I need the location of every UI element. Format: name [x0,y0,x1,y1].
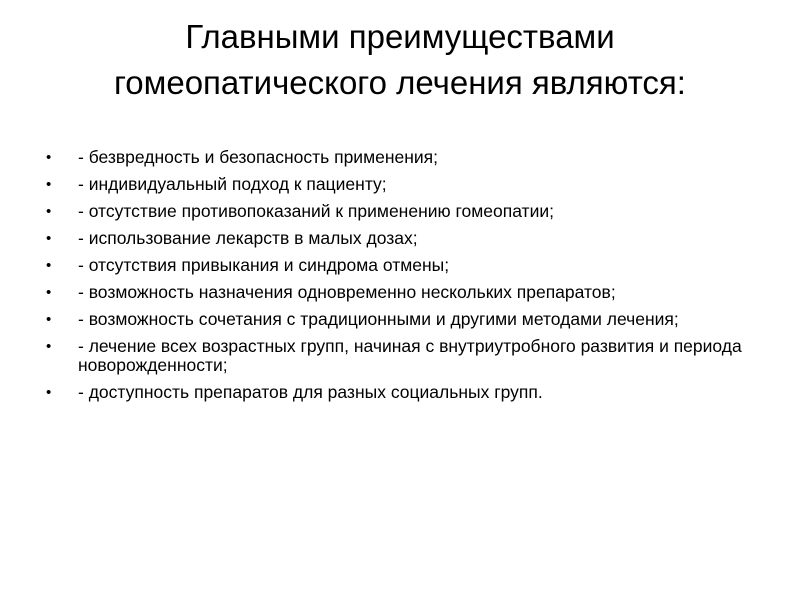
list-item-text: - возможность назначения одновременно нескольких препаратов; [78,282,616,302]
list-item [42,229,762,248]
list-item [42,283,762,302]
bullet-icon: • [46,149,52,166]
bullet-icon: • [46,230,52,247]
list-item-text: - индивидуальный подход к пациенту; [78,174,387,194]
bullet-icon: • [46,311,52,328]
bullet-icon: • [46,176,52,193]
bullet-icon: • [46,384,52,401]
list-item [42,148,762,167]
list-item-text: - безвредность и безопасность применения; [78,147,439,167]
list-item [42,202,762,221]
list-item [42,337,762,375]
list-item-text: - возможность сочетания с традиционными и другими методами лечения; [78,309,679,329]
list-item [42,383,762,402]
list-item-text: - использование лекарств в малых дозах; [78,228,418,248]
list-item [42,175,762,194]
advantages-list [42,148,762,410]
bullet-icon: • [46,203,52,220]
bullet-icon: • [46,338,52,355]
slide-title [60,14,740,106]
list-item-text: - доступность препаратов для разных социальных групп. [78,382,543,402]
list-item [42,256,762,275]
list-item-text: - отсутствие противопоказаний к применению гомеопатии; [78,201,554,221]
slide-title-line-1: Главными преимуществами [185,18,615,55]
list-item [42,310,762,329]
list-item-text: - лечение всех возрастных групп, начиная с внутриутробного развития и периода новорожденности; [78,336,742,375]
list-item-text: - отсутствия привыкания и синдрома отмены; [78,255,450,275]
slide-title-line-2: гомеопатического лечения являются: [114,64,686,101]
bullet-icon: • [46,284,52,301]
bullet-icon: • [46,257,52,274]
